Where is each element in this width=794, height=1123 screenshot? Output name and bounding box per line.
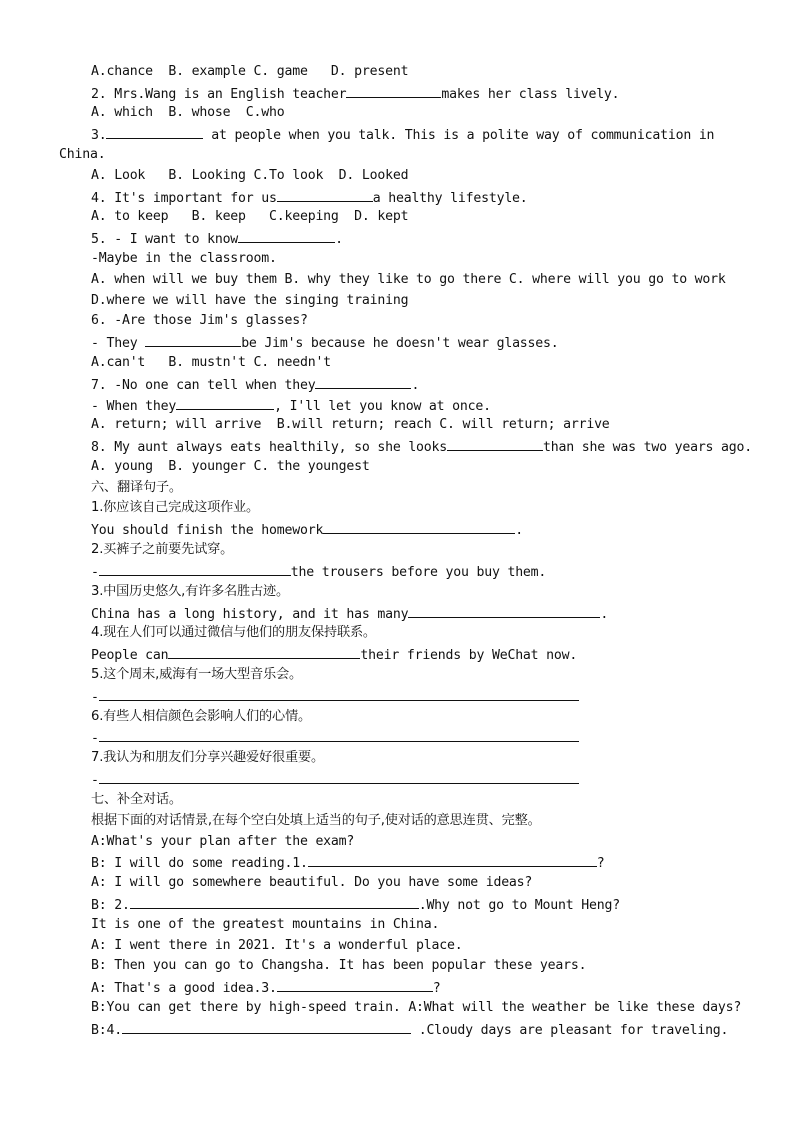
answer-blank[interactable]: [323, 520, 515, 534]
answer-blank[interactable]: [99, 728, 579, 742]
q3-options: A. Look B. Looking C.To look D. Looked: [91, 168, 409, 183]
translation-5-line: -: [91, 687, 579, 707]
translation-3-english: China has a long history, and it has many .: [91, 604, 608, 624]
section-7-instructions: 根据下面的对话情景,在每个空白处填上适当的句子,使对话的意思连贯、完整。: [91, 813, 541, 828]
dialogue-line-3: A: I will go somewhere beautiful. Do you have some ideas?: [91, 875, 533, 890]
question-7: 7. -No one can tell when they .: [91, 375, 419, 395]
answer-blank[interactable]: [447, 437, 543, 451]
q4-options: A. to keep B. keep C.keeping D. kept: [91, 209, 409, 224]
dialogue-line-7: B: Then you can go to Changsha. It has been popular these years.: [91, 958, 587, 973]
answer-blank[interactable]: [238, 229, 335, 243]
dialogue-line-4: B: 2. .Why not go to Mount Heng?: [91, 895, 620, 915]
q5-options-2: D.where we will have the singing training: [91, 293, 409, 308]
answer-blank[interactable]: [99, 687, 579, 701]
question-3-cont: China.: [59, 147, 106, 162]
answer-blank[interactable]: [308, 853, 597, 867]
answer-blank[interactable]: [277, 978, 433, 992]
dialogue-line-8: A: That's a good idea.3. ?: [91, 978, 441, 998]
answer-blank[interactable]: [106, 125, 203, 139]
q1-options: A.chance B. example C. game D. present: [91, 64, 409, 79]
question-8: 8. My aunt always eats healthily, so she looks than she was two years ago.: [91, 437, 752, 457]
translation-3-chinese: 3.中国历史悠久,有许多名胜古迹。: [91, 584, 289, 599]
answer-blank[interactable]: [99, 562, 291, 576]
q5-options-1: A. when will we buy them B. why they like to go there C. where will you go to work: [91, 272, 726, 287]
translation-6-chinese: 6.有些人相信颜色会影响人们的心情。: [91, 709, 311, 724]
dialogue-line-9: B:You can get there by high-speed train. A:What will the weather be like these days?: [91, 1000, 742, 1015]
translation-4-english: People can their friends by WeChat now.: [91, 645, 577, 665]
translation-5-chinese: 5.这个周末,威海有一场大型音乐会。: [91, 667, 302, 682]
question-4: 4. It's important for us a healthy lifestyle.: [91, 188, 528, 208]
answer-blank[interactable]: [346, 84, 441, 98]
q6-options: A.can't B. mustn't C. needn't: [91, 355, 331, 370]
dialogue-line-5: It is one of the greatest mountains in China.: [91, 917, 440, 932]
question-5-reply: -Maybe in the classroom.: [91, 251, 277, 266]
dialogue-line-1: A:What's your plan after the exam?: [91, 834, 355, 849]
section-7-title: 七、补全对话。: [91, 792, 182, 807]
translation-4-chinese: 4.现在人们可以通过微信与他们的朋友保持联系。: [91, 625, 376, 640]
question-7-reply: - When they , I'll let you know at once.: [91, 396, 491, 416]
question-6-reply: - They be Jim's because he doesn't wear glasses.: [91, 333, 559, 353]
translation-2-chinese: 2.买裤子之前要先试穿。: [91, 542, 234, 557]
q8-options: A. young B. younger C. the youngest: [91, 459, 370, 474]
q2-options: A. which B. whose C.who: [91, 105, 285, 120]
answer-blank[interactable]: [130, 895, 419, 909]
translation-1-english: You should finish the homework .: [91, 520, 523, 540]
answer-blank[interactable]: [122, 1020, 411, 1034]
translation-2-english: - the trousers before you buy them.: [91, 562, 546, 582]
question-5: 5. - I want to know .: [91, 229, 343, 249]
answer-blank[interactable]: [277, 188, 373, 202]
question-3: 3. at people when you talk. This is a polite way of communication in: [91, 125, 714, 145]
answer-blank[interactable]: [145, 333, 241, 347]
answer-blank[interactable]: [99, 770, 579, 784]
answer-blank[interactable]: [176, 396, 274, 410]
translation-6-line: -: [91, 728, 579, 748]
dialogue-line-6: A: I went there in 2021. It's a wonderful place.: [91, 938, 463, 953]
translation-7-chinese: 7.我认为和朋友们分享兴趣爱好很重要。: [91, 750, 324, 765]
q7-options: A. return; will arrive B.will return; reach C. will return; arrive: [91, 417, 610, 432]
dialogue-line-2: B: I will do some reading.1. ?: [91, 853, 604, 873]
dialogue-line-10: B:4. .Cloudy days are pleasant for traveling.: [91, 1020, 728, 1040]
question-6: 6. -Are those Jim's glasses?: [91, 313, 308, 328]
question-2: 2. Mrs.Wang is an English teacher makes her class lively.: [91, 84, 619, 104]
section-6-title: 六、翻译句子。: [91, 480, 182, 495]
answer-blank[interactable]: [168, 645, 360, 659]
answer-blank[interactable]: [408, 604, 600, 618]
answer-blank[interactable]: [315, 375, 411, 389]
translation-1-chinese: 1.你应该自己完成这项作业。: [91, 500, 260, 515]
translation-7-line: -: [91, 770, 579, 790]
